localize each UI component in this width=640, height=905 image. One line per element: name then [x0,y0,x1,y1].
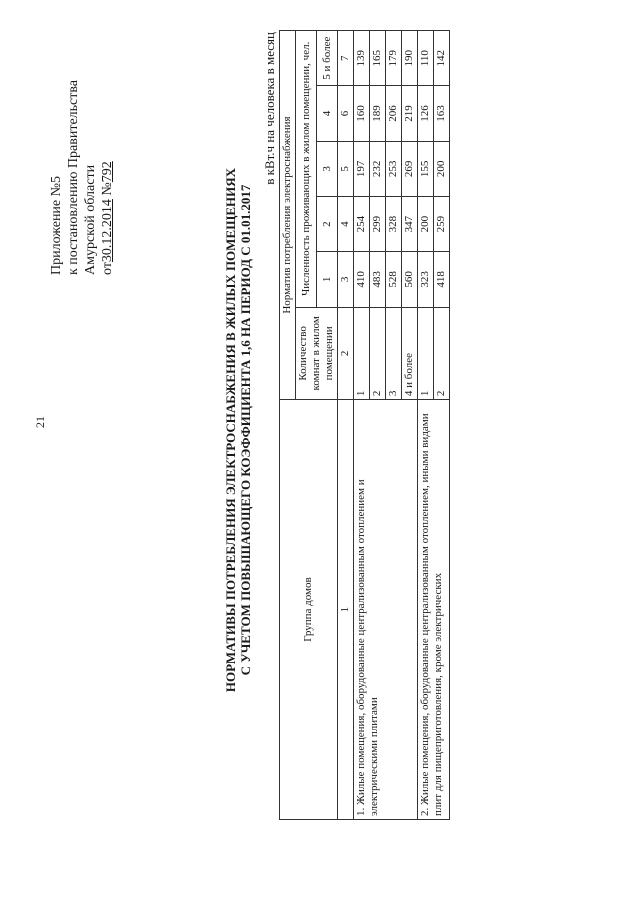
resident-col-2: 2 [317,196,338,251]
value-cell: 299 [370,196,386,251]
group-1-name: 1. Жилые помещения, оборудованные централизованным отоплением и электрическими плитами [354,400,418,820]
header-rooms: Количество комнат в жилом помещении [296,307,338,400]
rooms-cell: 2 [434,307,450,400]
rotated-page-content [0,30,640,880]
document-title [223,20,253,840]
value-cell: 418 [434,252,450,307]
value-cell: 155 [418,141,434,196]
value-cell: 139 [354,31,370,86]
col-number: 6 [338,86,354,141]
value-cell: 219 [402,86,418,141]
col-number: 3 [338,252,354,307]
rooms-cell: 1 [354,307,370,400]
value-cell: 126 [418,86,434,141]
col-number: 4 [338,196,354,251]
title-line-2: С УЧЕТОМ ПОВЫШАЮЩЕГО КОЭФФИЦИЕНТА 1,6 НА ПЕРИОД С 01.01.2017 [238,184,253,676]
rooms-cell: 2 [370,307,386,400]
number-prefix: № [100,182,115,196]
value-cell: 232 [370,141,386,196]
value-cell: 190 [402,31,418,86]
value-cell: 197 [354,141,370,196]
value-cell: 189 [370,86,386,141]
value-cell: 410 [354,252,370,307]
appendix-decree: к постановлению Правительства [66,79,81,275]
decree-date: 30.12.2014 [100,199,115,263]
col-number: 2 [338,307,354,400]
resident-col-5: 5 и более [317,31,338,86]
units-label: в кВт.ч на человека в месяц [262,32,277,185]
col-number: 1 [338,400,354,820]
value-cell: 165 [370,31,386,86]
value-cell: 259 [434,196,450,251]
col-number: 5 [338,141,354,196]
value-cell: 323 [418,252,434,307]
header-norm: Норматив потребления электроснабжения [280,31,296,400]
table-row [418,31,434,820]
value-cell: 206 [386,86,402,141]
appendix-title: Приложение №5 [49,176,64,275]
value-cell: 163 [434,86,450,141]
rooms-cell: 1 [418,307,434,400]
value-cell: 328 [386,196,402,251]
value-cell: 560 [402,252,418,307]
group-2-name: 2. Жилые помещения, оборудованные централизованным отоплением, иными видами плит для пищеприготовления, кроме электрических [418,400,450,820]
rooms-cell: 3 [386,307,402,400]
value-cell: 253 [386,141,402,196]
value-cell: 347 [402,196,418,251]
value-cell: 179 [386,31,402,86]
col-number: 7 [338,31,354,86]
value-cell: 254 [354,196,370,251]
header-group: Группа домов [280,400,338,820]
value-cell: 200 [434,141,450,196]
value-cell: 142 [434,31,450,86]
appendix-block [48,75,116,275]
resident-col-4: 4 [317,86,338,141]
date-prefix: от [100,262,115,275]
table-row [354,31,370,820]
value-cell: 110 [418,31,434,86]
page-number: 21 [33,416,47,428]
value-cell: 483 [370,252,386,307]
appendix-date-line [99,75,116,275]
value-cell: 528 [386,252,402,307]
norms-table [279,30,450,820]
header-row-1 [280,31,296,820]
value-cell: 269 [402,141,418,196]
value-cell: 160 [354,86,370,141]
appendix-region: Амурской области [83,164,98,275]
title-line-1: НОРМАТИВЫ ПОТРЕБЛЕНИЯ ЭЛЕКТРОСНАБЖЕНИЯ В ЖИЛЫХ ПОМЕЩЕНИЯХ [223,167,238,693]
value-cell: 200 [418,196,434,251]
rooms-cell: 4 и более [402,307,418,400]
decree-number: 792 [100,161,115,183]
resident-col-1: 1 [317,252,338,307]
resident-col-3: 3 [317,141,338,196]
header-residents: Численность проживающих в жилом помещении, чел. [296,31,317,308]
column-number-row [338,31,354,820]
